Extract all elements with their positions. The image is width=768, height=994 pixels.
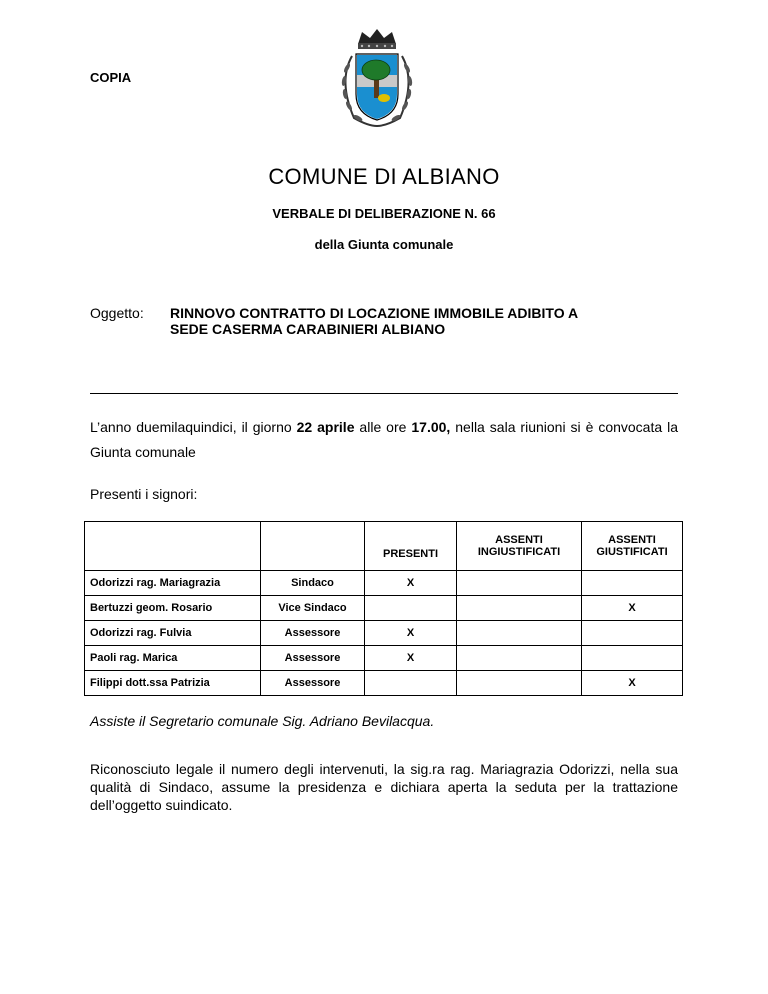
municipal-crest-logo (328, 26, 426, 132)
cell-name: Filippi dott.ssa Patrizia (85, 671, 261, 696)
municipality-title: COMUNE DI ALBIANO (268, 164, 500, 189)
cell-role: Assessore (261, 621, 365, 646)
cell-role: Vice Sindaco (261, 596, 365, 621)
cell-role: Assessore (261, 646, 365, 671)
table-row (85, 671, 683, 696)
secretary-note: Assiste il Segretario comunale Sig. Adriano Bevilacqua. (90, 713, 435, 729)
cell-name: Odorizzi rag. Mariagrazia (85, 571, 261, 596)
meeting-text-c: nella sala riunioni si è convocata la Giunta comunale (90, 419, 678, 460)
deliberating-body: della Giunta comunale (314, 237, 454, 252)
table-row (85, 571, 683, 596)
attendance-intro: Presenti i signori: (90, 486, 198, 502)
cell-absent-justified: X (582, 596, 683, 621)
cell-name: Paoli rag. Marica (85, 646, 261, 671)
meeting-text-a: L’anno duemilaquindici, il giorno (90, 419, 297, 435)
cell-present (365, 671, 457, 696)
subject-line-1: RINNOVO CONTRATTO DI LOCAZIONE IMMOBILE ADIBITO A (170, 305, 579, 321)
attendance-table (84, 521, 683, 696)
divider (90, 393, 678, 394)
meeting-time: 17.00, (411, 419, 451, 435)
cell-absent-justified (582, 646, 683, 671)
cell-present (365, 596, 457, 621)
quorum-paragraph: Riconosciuto legale il numero degli intervenuti, la sig.ra rag. Mariagrazia Odorizzi, nella sua qualità di Sindaco, assume la presidenza e dichiara aperta la seduta per la trattazione dell’oggetto suindicato. (90, 761, 678, 813)
cell-name: Bertuzzi geom. Rosario (85, 596, 261, 621)
meeting-text-b: alle ore (354, 419, 412, 435)
cell-absent-justified (582, 621, 683, 646)
table-header-row (85, 522, 683, 571)
table-row (85, 621, 683, 646)
subject-text (170, 305, 670, 337)
header-absent-justified: ASSENTI GIUSTIFICATI (582, 522, 683, 571)
subject-label: Oggetto: (90, 305, 144, 321)
deliberation-number: VERBALE DI DELIBERAZIONE N. 66 (272, 206, 496, 221)
cell-absent-unjustified (457, 571, 582, 596)
header-present: PRESENTI (365, 522, 457, 571)
cell-present: X (365, 571, 457, 596)
table-row (85, 646, 683, 671)
header-role (261, 522, 365, 571)
cell-absent-unjustified (457, 671, 582, 696)
meeting-day: 22 aprile (296, 419, 355, 435)
cell-absent-unjustified (457, 646, 582, 671)
cell-name: Odorizzi rag. Fulvia (85, 621, 261, 646)
cell-absent-justified: X (582, 671, 683, 696)
cell-role: Sindaco (261, 571, 365, 596)
cell-present: X (365, 621, 457, 646)
table-row (85, 596, 683, 621)
cell-absent-unjustified (457, 621, 582, 646)
header-name (85, 522, 261, 571)
header-absent-unjustified: ASSENTI INGIUSTIFICATI (457, 522, 582, 571)
cell-role: Assessore (261, 671, 365, 696)
subject-line-2: SEDE CASERMA CARABINIERI ALBIANO (170, 321, 446, 337)
copy-label: COPIA (90, 70, 132, 85)
cell-present: X (365, 646, 457, 671)
cell-absent-justified (582, 571, 683, 596)
cell-absent-unjustified (457, 596, 582, 621)
meeting-paragraph (90, 415, 678, 465)
